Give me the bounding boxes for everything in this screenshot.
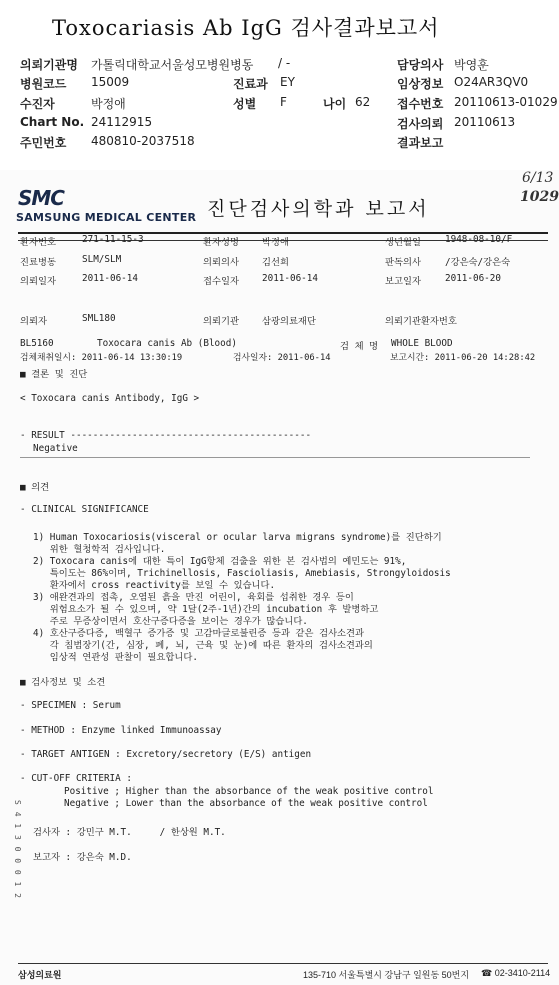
value-patient-name: 박정애 — [262, 237, 289, 248]
label-age: 나이 — [323, 97, 347, 111]
collect-time: 검체채취일시: 2011-06-14 13:30:19 — [20, 353, 183, 363]
label-hospital-code: 병원코드 — [20, 77, 67, 91]
label-recv-date: 접수일자 — [203, 276, 239, 287]
tester-line: 검사자 : 강민구 M.T. / 한상원 M.T. — [33, 827, 226, 838]
smc-logo-mark: SMC — [18, 186, 64, 210]
label-clinical-info: 임상정보 — [397, 77, 444, 91]
handwritten-number: 1029 — [520, 189, 559, 205]
value-sex: F — [280, 95, 287, 109]
margin-code: S 4 1 3 0 0 0 1 2 — [12, 800, 22, 899]
value-dept: SLM/SLM — [82, 254, 122, 265]
clin-line: 4) 호산구증다증, 백혈구 증가증 및 고감마글로불린증 등과 같은 검사소견과 — [33, 628, 364, 639]
label-patient-no: 환자번호 — [20, 237, 56, 248]
target-antigen: - TARGET ANTIGEN : Excretory/secretory (E/S) antigen — [20, 749, 312, 760]
lab-report-title: 진단검사의학과 보고서 — [207, 198, 430, 220]
value-specimen: WHOLE BLOOD — [391, 338, 453, 349]
label-patient-name: 환자성명 — [203, 237, 239, 248]
value-req-date: 2011-06-14 — [82, 273, 138, 284]
value-report-date: 2011-06-20 — [445, 273, 501, 284]
clin-line: 특이도는 86%이며, Trichinellosis, Fascioliasis, Amebiasis, Strongyloidosis — [33, 568, 451, 579]
reporter-line: 보고자 : 강은숙 M.D. — [33, 852, 132, 863]
value-hospital-code: 15009 — [91, 75, 130, 89]
label-req-inst: 의뢰기관 — [203, 316, 239, 327]
clin-line: 위험요소가 될 수 있으며, 약 1달(2주-1년)간의 incubation 후 발병하고 — [33, 604, 379, 615]
value-doctor: 박영훈 — [454, 58, 489, 72]
label-patient: 수진자 — [20, 97, 55, 111]
value-ward: / - — [278, 56, 291, 70]
smc-logo-text: SAMSUNG MEDICAL CENTER — [16, 211, 197, 224]
label-doctor: 담당의사 — [397, 58, 444, 72]
label-result-report: 결과보고 — [397, 136, 444, 150]
label-req-inst-pid: 의뢰기관환자번호 — [385, 316, 457, 327]
label-reader: 판독의사 — [385, 257, 421, 268]
value-clinical-info: O24AR3QV0 — [454, 75, 529, 89]
footer-institution: 삼성의료원 — [18, 970, 62, 980]
label-requester: 의뢰자 — [20, 316, 47, 327]
result-value: Negative — [33, 443, 78, 454]
clin-line: 임상적 연관성 판찰이 필요합니다. — [33, 652, 198, 663]
clin-line: 1) Human Toxocariosis(visceral or ocular larva migrans syndrome)를 진단하기 — [33, 532, 442, 543]
label-req-doctor: 의뢰의사 — [203, 257, 239, 268]
report-title: Toxocariasis Ab IgG 검사결과보고서 — [52, 16, 440, 40]
cutoff-heading: - CUT-OFF CRITERIA : — [20, 773, 132, 784]
footer-phone: ☎ 02-3410-2114 — [481, 968, 551, 978]
value-test-request: 20110613 — [454, 115, 516, 129]
value-recv-date: 2011-06-14 — [262, 273, 318, 284]
result-label: - RESULT ------------------------------------------- — [20, 430, 312, 441]
label-resident-no: 주민번호 — [20, 136, 67, 150]
clinical-significance-heading: - CLINICAL SIGNIFICANCE — [20, 504, 149, 515]
clin-line: 위한 혈청학적 검사입니다. — [33, 544, 166, 555]
value-department: EY — [280, 75, 295, 89]
value-resident-no: 480810-2037518 — [91, 134, 195, 148]
handwritten-date: 6/13 — [522, 170, 554, 186]
antibody-heading: < Toxocara canis Antibody, IgG > — [20, 393, 200, 404]
value-birth: 1948-08-10/F — [445, 234, 513, 245]
label-department: 진료과 — [233, 77, 268, 91]
test-code: BL5160 — [20, 338, 54, 349]
specimen-info: - SPECIMEN : Serum — [20, 700, 121, 711]
label-chart-no: Chart No. — [20, 115, 85, 129]
label-birth: 생년월일 — [385, 237, 421, 248]
label-dept: 진료병동 — [20, 257, 56, 268]
label-specimen: 검 체 명 — [340, 341, 379, 352]
test-date: 검사일자: 2011-06-14 — [233, 353, 331, 363]
label-institution: 의뢰기관명 — [20, 58, 78, 72]
section-opinion-heading: ■ 의견 — [20, 482, 50, 493]
report-time: 보고시간: 2011-06-20 14:28:42 — [390, 353, 536, 363]
cutoff-negative: Negative ; Lower than the absorbance of the weak positive control — [64, 798, 428, 809]
value-requester: SML180 — [82, 313, 116, 324]
label-test-request: 검사의뢰 — [397, 117, 444, 131]
value-req-doctor: 김선희 — [262, 257, 289, 268]
method-info: - METHOD : Enzyme linked Immunoassay — [20, 725, 222, 736]
label-sex: 성별 — [233, 97, 257, 111]
value-receipt-no: 20110613-01029 — [454, 95, 558, 109]
clin-line: 환자에서 cross reactivity를 보일 수 있습니다. — [33, 580, 276, 591]
section-result-heading: ■ 결론 및 진단 — [20, 369, 88, 380]
value-chart-no: 24112915 — [91, 115, 153, 129]
section-info-heading: ■ 검사정보 및 소견 — [20, 677, 106, 688]
label-report-date: 보고일자 — [385, 276, 421, 287]
value-req-inst: 삼광의료재단 — [262, 316, 316, 327]
test-name: Toxocara canis Ab (Blood) — [97, 338, 237, 349]
label-req-date: 의뢰일자 — [20, 276, 56, 287]
label-receipt-no: 접수번호 — [397, 97, 444, 111]
value-reader: /강은숙/강은숙 — [445, 257, 511, 268]
value-institution: 가톨릭대학교서울성모병원병동 — [91, 58, 254, 72]
cutoff-positive: Positive ; Higher than the absorbance of the weak positive control — [64, 786, 434, 797]
value-patient: 박정애 — [91, 97, 126, 111]
divider — [20, 457, 530, 458]
clin-line: 각 침범장기(간, 심장, 폐, 뇌, 근육 및 눈)에 따른 환자의 검사소견과의 — [33, 640, 373, 651]
footer-divider — [18, 963, 548, 964]
value-age: 62 — [355, 95, 371, 109]
clin-line: 주로 무증상이면서 호산구증다증을 보이는 경우가 많습니다. — [33, 616, 308, 627]
clin-line: 3) 애완견과의 접촉, 오염된 흙을 만진 어린이, 육회를 섭취한 경우 등이 — [33, 592, 354, 603]
value-patient-no: 271-11-15-3 — [82, 234, 144, 245]
footer-address: 135-710 서울특별시 강남구 일원동 50번지 — [303, 970, 470, 980]
clin-line: 2) Toxocara canis에 대한 특이 IgG항체 검출을 위한 본 검사법의 예민도는 91%, — [33, 556, 407, 567]
